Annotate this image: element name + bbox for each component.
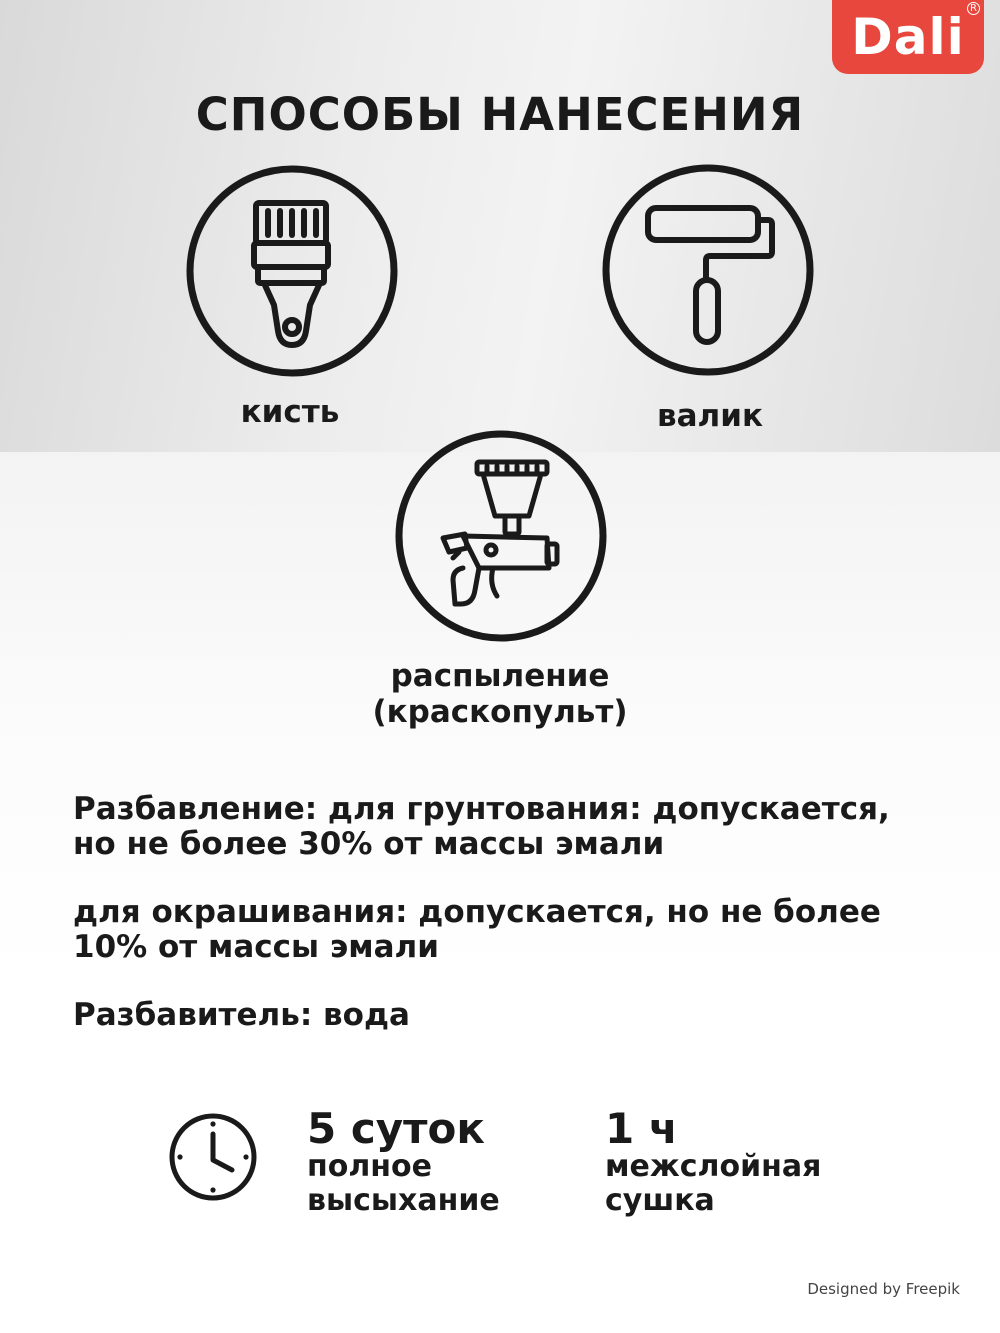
- paint-roller-icon: [600, 162, 816, 378]
- dilution-painting-line2: 10% от массы эмали: [73, 929, 439, 965]
- registered-mark-icon: R: [967, 2, 980, 15]
- brand-logo-text: Dali: [851, 8, 965, 66]
- freepik-credit: Designed by Freepik: [807, 1280, 960, 1298]
- full-drying-desc-line2: высыхание: [307, 1183, 500, 1218]
- page-title: СПОСОБЫ НАНЕСЕНИЯ: [195, 88, 805, 141]
- method-label-roller: валик: [656, 398, 763, 434]
- method-label-spray-line2: (краскопульт): [372, 694, 628, 730]
- method-label-spray-line1: распыление: [390, 658, 610, 694]
- method-label-spray: [300, 658, 700, 730]
- brand-logo: [832, 0, 984, 74]
- thinner-info: Разбавитель: вода: [73, 997, 410, 1033]
- paintbrush-icon: [184, 163, 400, 379]
- dilution-painting: [73, 895, 953, 965]
- dilution-priming-line2: но не более 30% от массы эмали: [73, 826, 665, 862]
- spray-gun-icon: [393, 428, 609, 644]
- full-drying-value: 5 суток: [307, 1104, 485, 1153]
- full-drying-desc-line1: полное: [307, 1149, 432, 1184]
- interlayer-drying-value: 1 ч: [605, 1104, 678, 1153]
- clock-icon: [166, 1110, 260, 1204]
- interlayer-drying-desc-line2: сушка: [605, 1183, 715, 1218]
- full-drying-desc: [307, 1150, 500, 1218]
- method-label-brush: кисть: [240, 394, 340, 430]
- interlayer-drying-desc-line1: межслойная: [605, 1149, 822, 1184]
- dilution-painting-line1: для окрашивания: допускается, но не более: [73, 894, 881, 930]
- interlayer-drying-desc: [605, 1150, 821, 1218]
- dilution-priming-line1: Разбавление: для грунтования: допускается,: [73, 791, 890, 827]
- dilution-priming: [73, 792, 953, 862]
